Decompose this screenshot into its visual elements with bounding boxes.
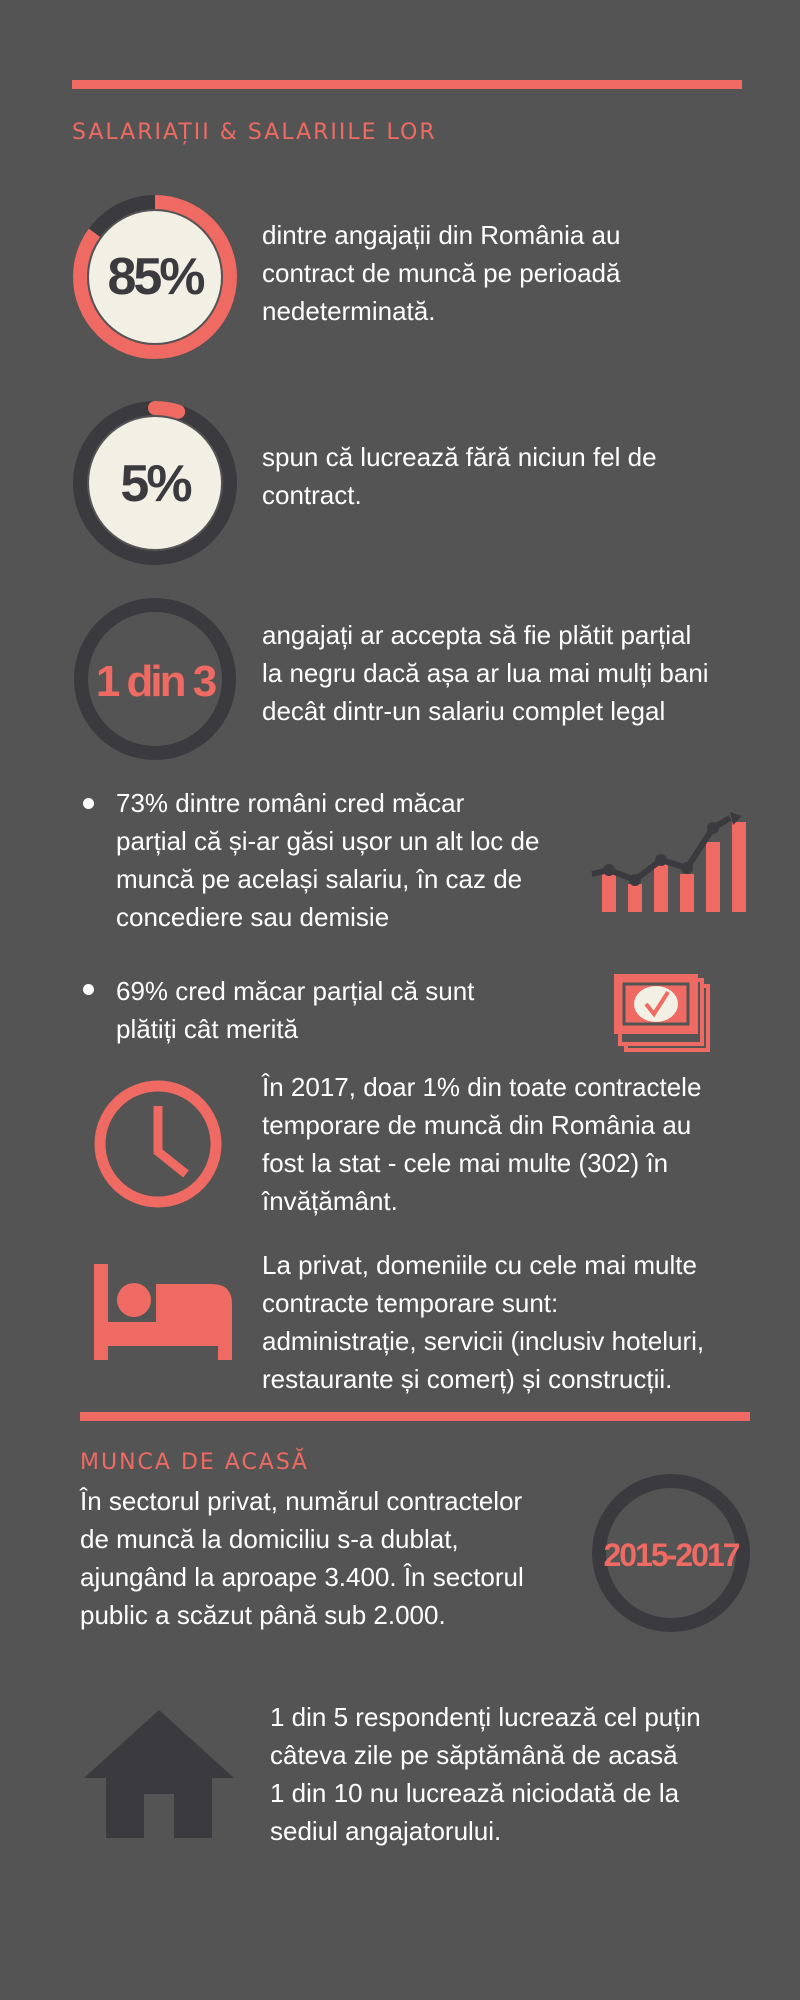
text-line: 1 din 5 respondenți lucrează cel puțin <box>270 1702 701 1732</box>
text-line: La privat, domeniile cu cele mai multe <box>262 1250 697 1280</box>
bed-icon <box>94 1264 234 1364</box>
period-label: 2015-2017 <box>603 1537 739 1573</box>
text-line: ajungând la aproape 3.400. În sectorul <box>80 1562 524 1592</box>
text-line: la negru dacă așa ar lua mai mulți bani <box>262 658 709 688</box>
section-title-work-from-home: MUNCA DE ACASĂ <box>80 1450 309 1475</box>
house-icon <box>84 1710 234 1840</box>
text-line: În sectorul privat, numărul contractelor <box>80 1486 523 1516</box>
text-line: restaurante și comerț) și construcții. <box>262 1364 673 1394</box>
text-line: sediul angajatorului. <box>270 1816 502 1846</box>
stat-1-din-3-value: 1 din 3 <box>95 657 215 706</box>
text-line: contracte temporare sunt: <box>262 1288 559 1318</box>
stat-5-ring <box>70 398 240 568</box>
section-divider <box>80 1412 750 1421</box>
stat-85-value: 85% <box>107 248 203 306</box>
growth-chart-icon <box>590 812 750 922</box>
clock-text <box>262 1068 701 1220</box>
section-title-salaries: SALARIAȚII & SALARIILE LOR <box>72 120 437 145</box>
bed-text <box>262 1246 704 1398</box>
text-line: de muncă la domiciliu s-a dublat, <box>80 1524 459 1554</box>
text-line: administrație, servicii (inclusiv hoteluri, <box>262 1326 705 1356</box>
text-line: contract de muncă pe perioadă <box>262 258 621 288</box>
home-intro-text <box>80 1482 524 1634</box>
text-line: spun că lucrează fără niciun fel de <box>262 442 657 472</box>
text-line: contract. <box>262 480 362 510</box>
text-line: 1 din 10 nu lucrează niciodată de la <box>270 1778 680 1808</box>
text-line: 69% cred măcar parțial că sunt <box>116 976 475 1006</box>
period-ring <box>588 1470 754 1636</box>
stat-85-ring <box>70 192 240 362</box>
home-stats-text <box>270 1698 701 1850</box>
stat-85-text <box>262 216 620 330</box>
bullet-73-text <box>116 784 539 936</box>
text-line: 73% dintre români cred măcar <box>116 788 465 818</box>
stat-5-text <box>262 438 657 514</box>
text-line: dintre angajații din România au <box>262 220 621 250</box>
text-line: nedeterminată. <box>262 296 436 326</box>
text-line: câteva zile pe săptămână de acasă <box>270 1740 678 1770</box>
stat-5-value: 5% <box>120 455 190 513</box>
bullet-dot <box>83 798 94 809</box>
text-line: fost la stat - cele mai multe (302) în <box>262 1148 669 1178</box>
text-line: concediere sau demisie <box>116 902 390 932</box>
bullet-69-text <box>116 972 474 1048</box>
text-line: plătiți cât merită <box>116 1014 299 1044</box>
text-line: public a scăzut până sub 2.000. <box>80 1600 446 1630</box>
text-line: În 2017, doar 1% din toate contractele <box>262 1072 702 1102</box>
text-line: angajați ar accepta să fie plătit parțial <box>262 620 692 650</box>
stat-1-din-3-ring <box>70 594 240 764</box>
bullet-dot <box>83 984 94 995</box>
stat-1-din-3-text <box>262 616 709 730</box>
text-line: parțial că și-ar găsi ușor un alt loc de <box>116 826 540 856</box>
money-check-icon <box>612 972 712 1054</box>
text-line: învățământ. <box>262 1186 398 1216</box>
text-line: decât dintr-un salariu complet legal <box>262 696 666 726</box>
top-divider <box>72 80 742 89</box>
clock-icon <box>90 1074 230 1214</box>
text-line: muncă pe același salariu, în caz de <box>116 864 523 894</box>
text-line: temporare de muncă din România au <box>262 1110 692 1140</box>
